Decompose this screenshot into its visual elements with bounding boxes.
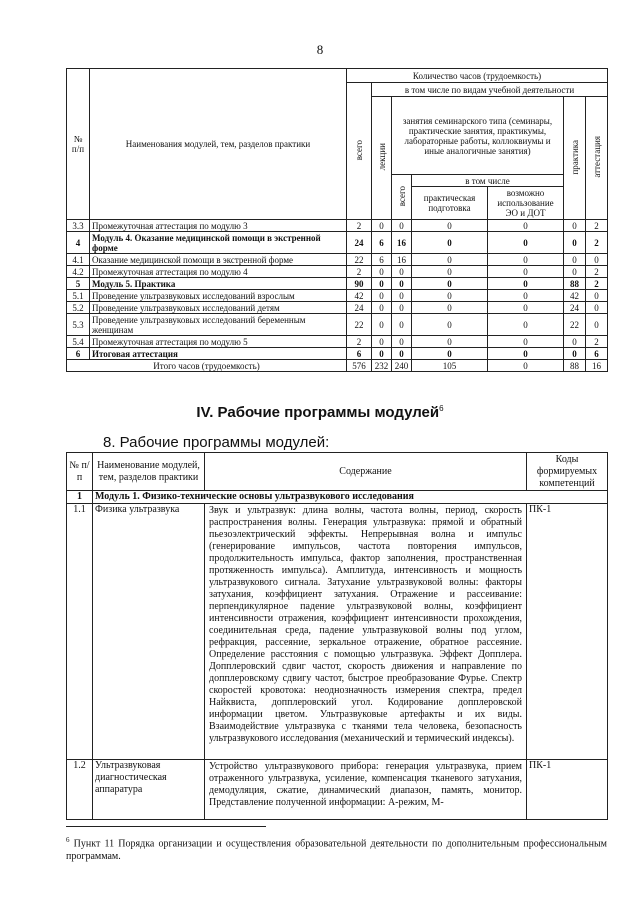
row-eo-dot: 0 [488, 232, 564, 254]
row-practice: 0 [564, 266, 586, 278]
header-num: № п/п [67, 69, 90, 220]
hours-table [66, 68, 608, 372]
hours-row [67, 266, 608, 278]
row-name: Промежуточная аттестация по модулю 3 [90, 220, 347, 232]
program-content: Звук и ультразвук: длина волны, частота волны, период, скорость распространения волны. Генерация ультразвука: прямой и обратный пьезоэлектрический эффекты. Непрерывная волна и импульс (генерирование импульсов, частота повторения импульсов, продолжительность импульса, фактор заполнения, пространственная протяженность импульса). Амплитуда, интенсивность и мощность ультразвукового сигнала. Затухание ультразвуковой волны: факторы затухания, коэффициент затухания. Отражение и рассеивание: перпендикулярное падение ультразвуковой волны, коэффициент интенсивности отражения, коэффициент интенсивности прохождения, соединительная среда, падение ультразвуковой волны под углом, рефракция, рассеяние, зеркальное отражение, обратное рассеяние. Определение расстояния с помощью ультразвука. Эффект Допплера. Допплеровский сдвиг частот, скорость движения и направление по допплеровскому сдвигу частот, быстрое преобразование Фурье. Спектр скоростей кровотока: неоднозначность измерения спектра, предел Найквиста, допплеровский угол. Кодирование допплеровской информации цветом. Ультразвуковые артефакты и их виды. Взаимодействие ультразвука с тканями тела человека, безопасность ультразвукового исследования (механический и термический индексы). [205, 504, 527, 760]
row-prakt-podg: 0 [412, 290, 488, 302]
prog-header-content: Содержание [205, 453, 527, 491]
row-seminar: 16 [392, 254, 412, 266]
row-eo-dot: 0 [488, 302, 564, 314]
row-name: Модуль 5. Практика [90, 278, 347, 290]
programs-table [66, 452, 608, 820]
hours-row [67, 348, 608, 360]
row-eo-dot: 0 [488, 254, 564, 266]
row-seminar: 16 [392, 232, 412, 254]
total-label: Итого часов (трудоемкость) [67, 360, 347, 372]
hours-row [67, 278, 608, 290]
row-lectures: 0 [372, 290, 392, 302]
row-lectures: 0 [372, 220, 392, 232]
header-name: Наименования модулей, тем, разделов практики [90, 69, 347, 220]
subsection-title: 8. Рабочие программы модулей: [103, 434, 330, 451]
row-attestation: 2 [586, 336, 608, 348]
row-name: Проведение ультразвуковых исследований беременным женщинам [90, 314, 347, 336]
hours-table-body [67, 220, 608, 360]
row-name: Оказание медицинской помощи в экстренной форме [90, 254, 347, 266]
row-seminar: 0 [392, 314, 412, 336]
row-name: Промежуточная аттестация по модулю 4 [90, 266, 347, 278]
row-practice: 42 [564, 290, 586, 302]
header-lectures: лекции [372, 97, 392, 220]
row-lectures: 0 [372, 348, 392, 360]
row-seminar: 0 [392, 266, 412, 278]
row-attestation: 2 [586, 266, 608, 278]
footnote-text: Пункт 11 Порядка организации и осуществления образовательной деятельности по дополнительным профессиональным программам. [66, 838, 607, 863]
programs-table-body [67, 504, 608, 820]
hours-row [67, 314, 608, 336]
page-number: 8 [316, 42, 324, 57]
program-name: Ультразвуковая диагностическая аппаратура [93, 760, 205, 820]
total-cell: 88 [564, 360, 586, 372]
row-practice: 0 [564, 348, 586, 360]
row-eo-dot: 0 [488, 266, 564, 278]
row-attestation: 2 [586, 232, 608, 254]
row-attestation: 0 [586, 290, 608, 302]
total-row [67, 360, 608, 372]
program-name: Физика ультразвука [93, 504, 205, 760]
row-prakt-podg: 0 [412, 254, 488, 266]
row-name: Проведение ультразвуковых исследований взрослым [90, 290, 347, 302]
header-vsego: всего [347, 83, 372, 220]
row-seminar: 0 [392, 278, 412, 290]
program-content: Устройство ультразвукового прибора: генерация ультразвука, прием отраженного ультразвука, усиление, компенсация тканевого затухания, демодуляция, сжатие, динамический диапазон, память, монитор. Представление полученной информации: А-режим, М- [205, 760, 527, 820]
row-seminar: 0 [392, 348, 412, 360]
row-name: Модуль 4. Оказание медицинской помощи в экстренной форме [90, 232, 347, 254]
program-code: ПК-1 [527, 760, 608, 820]
program-row [67, 504, 608, 760]
row-seminar: 0 [392, 290, 412, 302]
row-prakt-podg: 0 [412, 314, 488, 336]
header-attestation: аттестация [586, 97, 608, 220]
program-num: 1.1 [67, 504, 93, 760]
row-total: 90 [347, 278, 372, 290]
row-lectures: 0 [372, 266, 392, 278]
row-name: Итоговая аттестация [90, 348, 347, 360]
header-eo-dot: возможно использование ЭО и ДОТ [488, 187, 564, 220]
row-total: 42 [347, 290, 372, 302]
row-prakt-podg: 0 [412, 278, 488, 290]
row-prakt-podg: 0 [412, 220, 488, 232]
row-attestation: 2 [586, 278, 608, 290]
row-num: 4.1 [67, 254, 90, 266]
total-cell: 232 [372, 360, 392, 372]
footnote-number: 6 [66, 836, 70, 844]
row-practice: 22 [564, 314, 586, 336]
row-num: 5 [67, 278, 90, 290]
row-attestation: 6 [586, 348, 608, 360]
hours-row [67, 254, 608, 266]
row-seminar: 0 [392, 302, 412, 314]
row-prakt-podg: 0 [412, 348, 488, 360]
footnote-mark: 6 [439, 404, 444, 413]
total-cell: 576 [347, 360, 372, 372]
row-lectures: 0 [372, 302, 392, 314]
header-seminar: занятия семинарского типа (семинары, практические занятия, практикумы, лабораторные работы, коллоквиумы и иные аналогичные занятия) [392, 97, 564, 175]
row-practice: 0 [564, 254, 586, 266]
prog-header-name: Наименование модулей, тем, разделов практики [93, 453, 205, 491]
row-eo-dot: 0 [488, 290, 564, 302]
program-row [67, 760, 608, 820]
prog-header-num: № п/п [67, 453, 93, 491]
row-name: Промежуточная аттестация по модулю 5 [90, 336, 347, 348]
hours-row [67, 302, 608, 314]
row-num: 5.3 [67, 314, 90, 336]
row-total: 22 [347, 314, 372, 336]
row-total: 2 [347, 266, 372, 278]
row-name: Проведение ультразвуковых исследований детям [90, 302, 347, 314]
row-num: 4.2 [67, 266, 90, 278]
header-hours-total: Количество часов (трудоемкость) [347, 69, 608, 83]
row-seminar: 0 [392, 220, 412, 232]
header-sem-vsego: всего [392, 175, 412, 220]
row-lectures: 6 [372, 232, 392, 254]
total-cell: 105 [412, 360, 488, 372]
header-incl: в том числе [412, 175, 564, 187]
section-title: IV. Рабочие программы модулей$^6$ [196, 404, 444, 421]
module-row [67, 491, 608, 504]
row-num: 6 [67, 348, 90, 360]
row-practice: 0 [564, 232, 586, 254]
row-seminar: 0 [392, 336, 412, 348]
row-eo-dot: 0 [488, 220, 564, 232]
row-num: 5.2 [67, 302, 90, 314]
row-lectures: 0 [372, 278, 392, 290]
row-lectures: 0 [372, 314, 392, 336]
hours-row [67, 290, 608, 302]
row-prakt-podg: 0 [412, 232, 488, 254]
prog-header-codes: Коды формируемых компетенций [527, 453, 608, 491]
hours-row [67, 232, 608, 254]
row-attestation: 0 [586, 254, 608, 266]
row-practice: 0 [564, 220, 586, 232]
row-eo-dot: 0 [488, 348, 564, 360]
row-prakt-podg: 0 [412, 266, 488, 278]
row-total: 2 [347, 336, 372, 348]
module-title: Модуль 1. Физико-технические основы ультразвукового исследования [93, 491, 608, 504]
row-prakt-podg: 0 [412, 336, 488, 348]
header-practice: практика [564, 97, 586, 220]
row-practice: 24 [564, 302, 586, 314]
row-practice: 0 [564, 336, 586, 348]
header-prakt-podg: практическая подготовка [412, 187, 488, 220]
hours-row [67, 220, 608, 232]
row-practice: 88 [564, 278, 586, 290]
row-attestation: 0 [586, 302, 608, 314]
hours-row [67, 336, 608, 348]
row-total: 2 [347, 220, 372, 232]
row-total: 6 [347, 348, 372, 360]
row-eo-dot: 0 [488, 278, 564, 290]
module-num: 1 [67, 491, 93, 504]
row-total: 22 [347, 254, 372, 266]
row-num: 5.4 [67, 336, 90, 348]
program-num: 1.2 [67, 760, 93, 820]
row-prakt-podg: 0 [412, 302, 488, 314]
row-eo-dot: 0 [488, 314, 564, 336]
row-attestation: 2 [586, 220, 608, 232]
program-code: ПК-1 [527, 504, 608, 760]
row-num: 4 [67, 232, 90, 254]
footnote [66, 834, 607, 863]
footnote-divider [66, 826, 266, 827]
row-lectures: 6 [372, 254, 392, 266]
total-cell: 16 [586, 360, 608, 372]
row-num: 3.3 [67, 220, 90, 232]
row-eo-dot: 0 [488, 336, 564, 348]
row-attestation: 0 [586, 314, 608, 336]
total-cell: 240 [392, 360, 412, 372]
header-by-type: в том числе по видам учебной деятельности [372, 83, 608, 97]
row-num: 5.1 [67, 290, 90, 302]
row-lectures: 0 [372, 336, 392, 348]
row-total: 24 [347, 302, 372, 314]
total-cell: 0 [488, 360, 564, 372]
row-total: 24 [347, 232, 372, 254]
